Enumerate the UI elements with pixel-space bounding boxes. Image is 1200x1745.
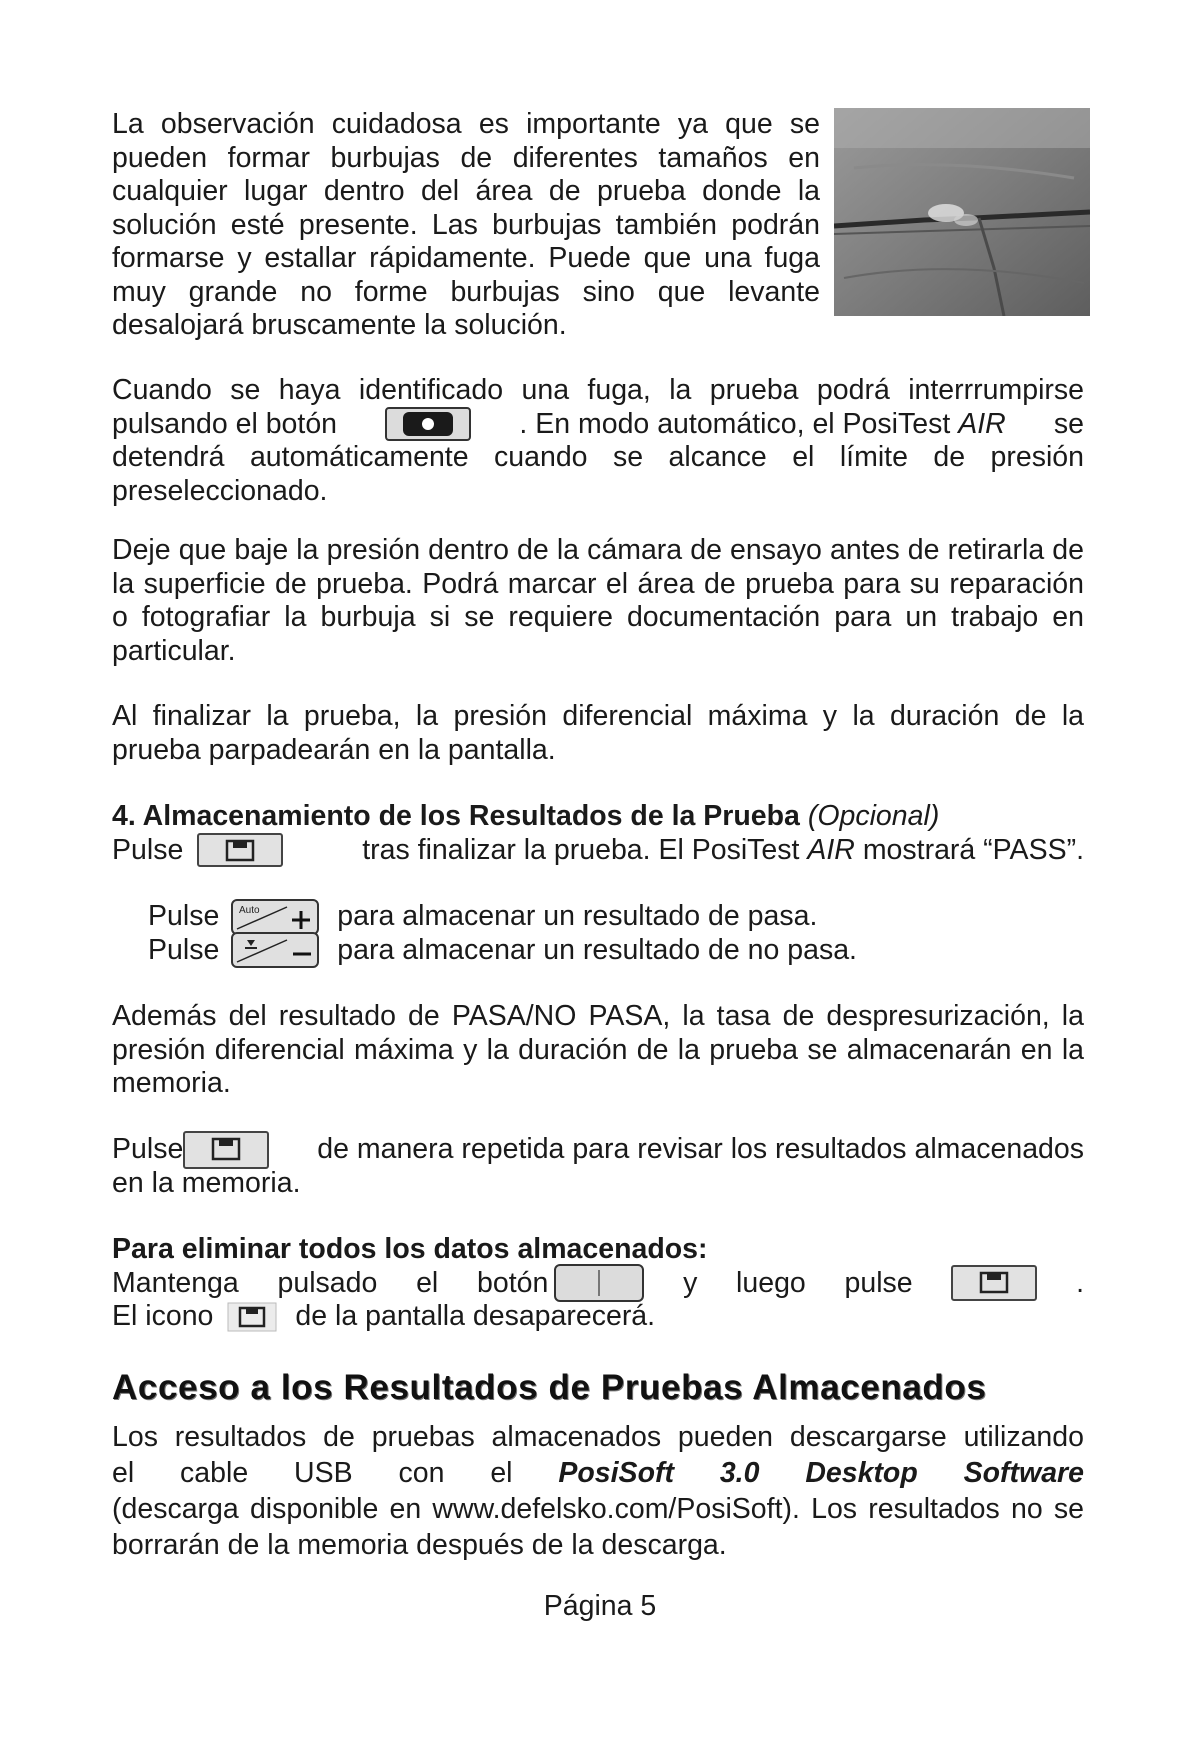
delete-line1 [112, 1267, 1084, 1301]
delete-word: y [683, 1266, 698, 1299]
download-word: con [398, 1457, 445, 1489]
pass-line-pulse: Pulse [148, 900, 220, 932]
delete-word: pulse [844, 1266, 913, 1299]
auto-plus-button-icon [231, 899, 319, 935]
para2-text-a: pulsando el botón [112, 407, 338, 440]
paragraph-release-pressure: Deje que baje la presión dentro de la cámara de ensayo antes de retirarla de la superficie de prueba. Podrá marcar el área de prueba para su reparación o fotografiar la burbuja si se requiere documentación para un trabajo en particular. [112, 534, 1084, 667]
section4-shows: mostrará “PASS”. [862, 833, 1084, 866]
para6-line2: en la memoria. [112, 1166, 301, 1199]
delete-line2 [112, 1300, 1084, 1334]
svg-text:Auto: Auto [239, 904, 260, 916]
software-desktop: Desktop [805, 1457, 918, 1489]
delete-disappear-text: de la pantalla desaparecerá. [295, 1300, 656, 1332]
section4-title-line [112, 800, 1084, 834]
section4-air: AIR [807, 833, 855, 866]
save-button-icon [183, 1131, 269, 1169]
section4-title: 4. Almacenamiento de los Resultados de la Prueba [112, 800, 800, 832]
download-rest: (descarga disponible en www.defelsko.com/PosiSoft). Los resultados no se borrarán de la memoria después de la descarga. [112, 1493, 1084, 1561]
section-storing-results [112, 800, 1084, 867]
section4-after: tras finalizar la prueba. El PosiTest [362, 833, 800, 866]
section4-optional: (Opcional) [807, 800, 940, 832]
save-button-icon [197, 833, 283, 867]
paragraph-review [112, 1133, 1084, 1200]
stop-button-icon [385, 407, 471, 441]
delete-word: el [416, 1266, 439, 1299]
delete-word: luego [736, 1266, 806, 1299]
delete-word: Mantenga [112, 1266, 239, 1299]
para6-pulse: Pulse [112, 1133, 184, 1165]
para2-line1: Cuando se haya identificado una fuga, la prueba podrá interrrumpirse [112, 374, 1084, 406]
download-word: USB [294, 1457, 353, 1489]
delete-word: pulsado [277, 1266, 378, 1299]
paragraph-test-end: Al finalizar la prueba, la presión diferencial máxima y la duración de la prueba parpadearán en la pantalla. [112, 700, 1084, 766]
pass-line-text: para almacenar un resultado de pasa. [337, 900, 818, 932]
download-word: el [490, 1457, 513, 1489]
software-label: Software [963, 1457, 1084, 1489]
para2-text-b: . En modo automático, el PosiTest [519, 407, 951, 440]
software-name: PosiSoft [558, 1457, 674, 1489]
bubble-photo [834, 108, 1090, 316]
paragraph-observation: La observación cuidadosa es importante ya que se pueden formar burbujas de diferentes tamaños en cualquier lugar dentro del área de prueba donde la solución esté presente. Las burbujas también podrán formarse y estallar rápidamente. Puede que una fuga muy grande no forme burbujas sino que levante desalojará bruscamente la solución. [112, 108, 820, 341]
download-line1: Los resultados de pruebas almacenados pueden descargarse utilizando [112, 1421, 1084, 1453]
fail-line-text: para almacenar un resultado de no pasa. [337, 933, 857, 966]
paragraph-leak-identified [112, 374, 1084, 508]
fail-line-pulse: Pulse [148, 933, 220, 966]
page-number: Página 5 [543, 1590, 657, 1622]
download-word: el [112, 1457, 135, 1489]
save-icon [227, 1302, 277, 1332]
delete-word: botón [477, 1266, 549, 1299]
para6-line1 [112, 1133, 1084, 1167]
section4-line2 [112, 834, 1084, 868]
paragraph-download [112, 1419, 1084, 1563]
para2-air: AIR [958, 407, 1006, 440]
para2-text-c: se [1053, 407, 1084, 440]
delete-icon-text: El icono [112, 1300, 214, 1332]
pass-line [148, 900, 1048, 934]
download-word: cable [180, 1457, 249, 1489]
section-heading-access: Acceso a los Resultados de Pruebas Almacenados [112, 1368, 987, 1407]
pass-fail-lines [148, 900, 1048, 967]
section4-pulse: Pulse [112, 833, 184, 866]
para2-line2 [112, 408, 1084, 442]
blank-button-icon [554, 1264, 644, 1302]
software-version: 3.0 [719, 1457, 760, 1489]
minus-button-icon [231, 932, 319, 968]
section-delete-data [112, 1233, 1084, 1334]
paragraph-stored-values: Además del resultado de PASA/NO PASA, la tasa de despresurización, la presión diferencial máxima y la duración de la prueba se almacenarán en la memoria. [112, 1000, 1084, 1099]
download-line2 [112, 1455, 1084, 1491]
delete-title: Para eliminar todos los datos almacenados: [112, 1233, 708, 1265]
fail-line [148, 934, 1048, 968]
para2-rest: detendrá automáticamente cuando se alcance el límite de presión preseleccionado. [112, 441, 1084, 507]
save-button-icon [951, 1265, 1037, 1301]
para6-text: de manera repetida para revisar los resultados almacenados [317, 1133, 1084, 1165]
delete-dot: . [1076, 1266, 1085, 1299]
